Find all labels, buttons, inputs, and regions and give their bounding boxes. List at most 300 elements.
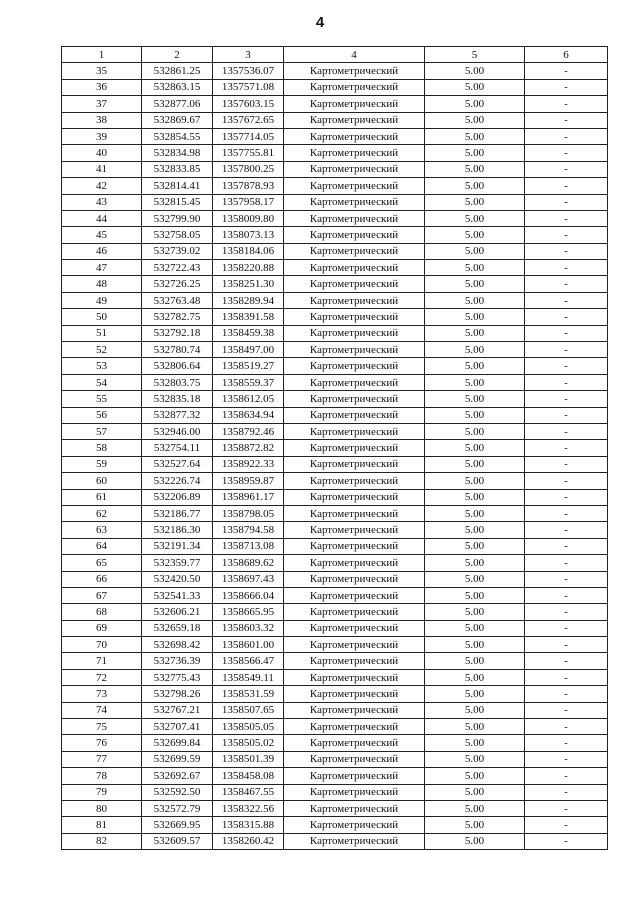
column-header: 6 (525, 47, 608, 63)
table-cell: 1358612.05 (213, 391, 284, 407)
table-cell: 532609.57 (142, 833, 213, 849)
table-cell: Картометрический (284, 473, 425, 489)
table-row (62, 391, 608, 407)
table-cell: Картометрический (284, 456, 425, 472)
column-header: 2 (142, 47, 213, 63)
table-cell: 532835.18 (142, 391, 213, 407)
table-row (62, 128, 608, 144)
table-cell: 56 (62, 407, 142, 423)
table-cell: 532767.21 (142, 702, 213, 718)
table-cell: 532861.25 (142, 63, 213, 79)
table-cell: - (525, 112, 608, 128)
table-cell: 532763.48 (142, 292, 213, 308)
table-cell: 5.00 (425, 473, 525, 489)
table-cell: 532833.85 (142, 161, 213, 177)
table-cell: 5.00 (425, 194, 525, 210)
table-cell: 532707.41 (142, 719, 213, 735)
table-cell: 1358505.02 (213, 735, 284, 751)
table-cell: 1358505.05 (213, 719, 284, 735)
table-row (62, 587, 608, 603)
table-cell: 5.00 (425, 456, 525, 472)
table-cell: 53 (62, 358, 142, 374)
table-row (62, 112, 608, 128)
table-cell: 1358961.17 (213, 489, 284, 505)
table-cell: 67 (62, 587, 142, 603)
table-cell: 37 (62, 96, 142, 112)
column-header: 5 (425, 47, 525, 63)
table-cell: 42 (62, 178, 142, 194)
table-cell: 69 (62, 620, 142, 636)
table-cell: Картометрический (284, 653, 425, 669)
table-row (62, 309, 608, 325)
table-cell: 1358549.11 (213, 669, 284, 685)
table-cell: 1357878.93 (213, 178, 284, 194)
table-cell: - (525, 620, 608, 636)
table-cell: 46 (62, 243, 142, 259)
table-cell: 5.00 (425, 768, 525, 784)
table-row (62, 358, 608, 374)
table-cell: 54 (62, 374, 142, 390)
table-cell: 5.00 (425, 522, 525, 538)
table-cell: - (525, 505, 608, 521)
table-row (62, 604, 608, 620)
table-cell: 532780.74 (142, 342, 213, 358)
table-row (62, 243, 608, 259)
table-cell: 5.00 (425, 620, 525, 636)
table-cell: - (525, 719, 608, 735)
table-cell: 5.00 (425, 686, 525, 702)
table-cell: 1358566.47 (213, 653, 284, 669)
table-cell: 1358322.56 (213, 800, 284, 816)
table-cell: 532659.18 (142, 620, 213, 636)
table-cell: 1358798.05 (213, 505, 284, 521)
table-cell: - (525, 817, 608, 833)
table-row (62, 784, 608, 800)
table-cell: 532359.77 (142, 555, 213, 571)
table-cell: 59 (62, 456, 142, 472)
table-cell: 5.00 (425, 702, 525, 718)
table-cell: 1358519.27 (213, 358, 284, 374)
table-cell: 532877.32 (142, 407, 213, 423)
table-cell: Картометрический (284, 178, 425, 194)
table-cell: 532854.55 (142, 128, 213, 144)
table-cell: Картометрический (284, 194, 425, 210)
table-cell: 79 (62, 784, 142, 800)
table-cell: 5.00 (425, 817, 525, 833)
table-cell: Картометрический (284, 112, 425, 128)
table-cell: 532191.34 (142, 538, 213, 554)
table-cell: 82 (62, 833, 142, 849)
table-cell: 1358922.33 (213, 456, 284, 472)
table-cell: 532775.43 (142, 669, 213, 685)
table-cell: - (525, 161, 608, 177)
table-row (62, 374, 608, 390)
table-cell: Картометрический (284, 243, 425, 259)
table-cell: 5.00 (425, 505, 525, 521)
table-cell: 35 (62, 63, 142, 79)
table-cell: 5.00 (425, 669, 525, 685)
table-cell: 532527.64 (142, 456, 213, 472)
table-cell: 71 (62, 653, 142, 669)
table-cell: Картометрический (284, 817, 425, 833)
table-cell: 49 (62, 292, 142, 308)
table-cell: 1358459.38 (213, 325, 284, 341)
table-cell: 1358507.65 (213, 702, 284, 718)
table-row (62, 292, 608, 308)
table-cell: 5.00 (425, 210, 525, 226)
table-cell: 1357800.25 (213, 161, 284, 177)
table-cell: 81 (62, 817, 142, 833)
table-cell: Картометрический (284, 735, 425, 751)
table-cell: - (525, 423, 608, 439)
table-row (62, 423, 608, 439)
table-cell: Картометрический (284, 505, 425, 521)
table-cell: 5.00 (425, 784, 525, 800)
table-cell: Картометрический (284, 358, 425, 374)
table-cell: Картометрический (284, 522, 425, 538)
table-cell: 532420.50 (142, 571, 213, 587)
table-cell: Картометрический (284, 702, 425, 718)
table-cell: 44 (62, 210, 142, 226)
table-cell: 5.00 (425, 555, 525, 571)
table-cell: 5.00 (425, 309, 525, 325)
table-row (62, 79, 608, 95)
table-cell: 5.00 (425, 227, 525, 243)
table-cell: - (525, 555, 608, 571)
table-cell: - (525, 227, 608, 243)
table-cell: Картометрический (284, 800, 425, 816)
table-cell: 532692.67 (142, 768, 213, 784)
table-row (62, 686, 608, 702)
table-cell: 5.00 (425, 833, 525, 849)
table-cell: 1358603.32 (213, 620, 284, 636)
table-cell: - (525, 210, 608, 226)
table-cell: 5.00 (425, 751, 525, 767)
table-cell: 1357755.81 (213, 145, 284, 161)
table-row (62, 620, 608, 636)
table-cell: 5.00 (425, 489, 525, 505)
table-cell: - (525, 342, 608, 358)
table-cell: 5.00 (425, 391, 525, 407)
table-cell: 5.00 (425, 112, 525, 128)
table-cell: 532792.18 (142, 325, 213, 341)
table-cell: 532698.42 (142, 637, 213, 653)
table-cell: Картометрический (284, 538, 425, 554)
table-header (62, 47, 608, 63)
table-cell: 61 (62, 489, 142, 505)
table-cell: - (525, 751, 608, 767)
table-row (62, 800, 608, 816)
table-row (62, 325, 608, 341)
table-row (62, 768, 608, 784)
table-cell: 532803.75 (142, 374, 213, 390)
table-cell: 1358872.82 (213, 440, 284, 456)
table-cell: - (525, 489, 608, 505)
table-cell: 1357536.07 (213, 63, 284, 79)
table-cell: 5.00 (425, 276, 525, 292)
table-cell: - (525, 456, 608, 472)
table-cell: Картометрический (284, 489, 425, 505)
coordinates-table (61, 46, 608, 850)
table-row (62, 260, 608, 276)
table-cell: 65 (62, 555, 142, 571)
table-cell: 1358497.00 (213, 342, 284, 358)
table-cell: 52 (62, 342, 142, 358)
table-cell: 532798.26 (142, 686, 213, 702)
table-cell: 1358794.58 (213, 522, 284, 538)
table-cell: 1358559.37 (213, 374, 284, 390)
table-row (62, 456, 608, 472)
table-cell: 532877.06 (142, 96, 213, 112)
table-cell: 58 (62, 440, 142, 456)
table-row (62, 342, 608, 358)
table-cell: 74 (62, 702, 142, 718)
table-cell: - (525, 669, 608, 685)
table-cell: 532799.90 (142, 210, 213, 226)
table-cell: 64 (62, 538, 142, 554)
table-cell: 38 (62, 112, 142, 128)
table-cell: 5.00 (425, 178, 525, 194)
table-row (62, 719, 608, 735)
table-cell: Картометрический (284, 342, 425, 358)
table-row (62, 833, 608, 849)
table-cell: 1358009.80 (213, 210, 284, 226)
table-cell: - (525, 358, 608, 374)
table-cell: - (525, 292, 608, 308)
table-row (62, 522, 608, 538)
table-cell: 532726.25 (142, 276, 213, 292)
table-cell: Картометрический (284, 292, 425, 308)
table-row (62, 702, 608, 718)
table-cell: Картометрический (284, 79, 425, 95)
table-cell: 5.00 (425, 653, 525, 669)
table-cell: - (525, 800, 608, 816)
table-cell: 532206.89 (142, 489, 213, 505)
table-cell: 62 (62, 505, 142, 521)
page-number: 4 (315, 14, 325, 31)
table-row (62, 505, 608, 521)
table-cell: - (525, 391, 608, 407)
table-cell: 5.00 (425, 243, 525, 259)
table-cell: 532754.11 (142, 440, 213, 456)
table-cell: 532736.39 (142, 653, 213, 669)
table-cell: Картометрический (284, 751, 425, 767)
table-cell: - (525, 440, 608, 456)
table-cell: Картометрический (284, 407, 425, 423)
table-cell: 532815.45 (142, 194, 213, 210)
table-cell: 78 (62, 768, 142, 784)
table-cell: 1358315.88 (213, 817, 284, 833)
table-cell: 1358713.08 (213, 538, 284, 554)
table-cell: - (525, 128, 608, 144)
table-cell: 5.00 (425, 374, 525, 390)
table-cell: 1358959.87 (213, 473, 284, 489)
table-cell: 1358601.00 (213, 637, 284, 653)
table-row (62, 407, 608, 423)
table-cell: 532834.98 (142, 145, 213, 161)
table-cell: 5.00 (425, 604, 525, 620)
table-cell: 1358289.94 (213, 292, 284, 308)
table-cell: 5.00 (425, 358, 525, 374)
table-cell: - (525, 571, 608, 587)
column-header: 3 (213, 47, 284, 63)
table-cell: - (525, 309, 608, 325)
table-cell: 55 (62, 391, 142, 407)
table-cell: 5.00 (425, 128, 525, 144)
table-row (62, 194, 608, 210)
table-cell: 532699.59 (142, 751, 213, 767)
table-cell: Картометрический (284, 768, 425, 784)
table-cell: Картометрический (284, 374, 425, 390)
table-cell: 532722.43 (142, 260, 213, 276)
table-cell: 532806.64 (142, 358, 213, 374)
table-row (62, 63, 608, 79)
table-cell: - (525, 79, 608, 95)
table-cell: 5.00 (425, 161, 525, 177)
table-cell: Картометрический (284, 161, 425, 177)
table-cell: 39 (62, 128, 142, 144)
table-row (62, 440, 608, 456)
table-cell: - (525, 768, 608, 784)
table-cell: 5.00 (425, 719, 525, 735)
table-cell: - (525, 96, 608, 112)
table-cell: Картометрический (284, 555, 425, 571)
table-cell: 5.00 (425, 440, 525, 456)
table-cell: 532782.75 (142, 309, 213, 325)
table-cell: 5.00 (425, 79, 525, 95)
table-row (62, 555, 608, 571)
table-cell: 5.00 (425, 735, 525, 751)
table-cell: Картометрический (284, 440, 425, 456)
table-cell: 1357603.15 (213, 96, 284, 112)
table-cell: - (525, 243, 608, 259)
table-cell: Картометрический (284, 620, 425, 636)
table-cell: - (525, 653, 608, 669)
table-cell: 41 (62, 161, 142, 177)
table-cell: Картометрический (284, 637, 425, 653)
table-cell: 1357672.65 (213, 112, 284, 128)
table-cell: 1357958.17 (213, 194, 284, 210)
table-cell: - (525, 145, 608, 161)
table-row (62, 227, 608, 243)
table-row (62, 96, 608, 112)
table-cell: - (525, 637, 608, 653)
table-cell: 70 (62, 637, 142, 653)
table-cell: 532592.50 (142, 784, 213, 800)
table-cell: 63 (62, 522, 142, 538)
table-cell: - (525, 784, 608, 800)
table-row (62, 473, 608, 489)
table-row (62, 669, 608, 685)
table-cell: 5.00 (425, 637, 525, 653)
table-row (62, 817, 608, 833)
table-row (62, 653, 608, 669)
table-cell: 5.00 (425, 145, 525, 161)
table-cell: 5.00 (425, 587, 525, 603)
table-cell: Картометрический (284, 833, 425, 849)
table-cell: 72 (62, 669, 142, 685)
table-cell: Картометрический (284, 63, 425, 79)
table-cell: - (525, 63, 608, 79)
table-cell: Картометрический (284, 719, 425, 735)
table-cell: 5.00 (425, 260, 525, 276)
column-header: 4 (284, 47, 425, 63)
table-cell: 532669.95 (142, 817, 213, 833)
table-row (62, 571, 608, 587)
table-cell: - (525, 407, 608, 423)
table-cell: 532869.67 (142, 112, 213, 128)
table-row (62, 751, 608, 767)
table-cell: 532814.41 (142, 178, 213, 194)
table-cell: 1358697.43 (213, 571, 284, 587)
table-cell: 1358792.46 (213, 423, 284, 439)
table-cell: 1357714.05 (213, 128, 284, 144)
table-cell: - (525, 604, 608, 620)
table-cell: - (525, 702, 608, 718)
table-cell: 532572.79 (142, 800, 213, 816)
table-cell: Картометрический (284, 128, 425, 144)
table-cell: 1358073.13 (213, 227, 284, 243)
table-cell: 1358634.94 (213, 407, 284, 423)
table-cell: 60 (62, 473, 142, 489)
table-cell: 68 (62, 604, 142, 620)
table-cell: 73 (62, 686, 142, 702)
table-cell: 1358666.04 (213, 587, 284, 603)
table-cell: - (525, 194, 608, 210)
table-cell: 5.00 (425, 292, 525, 308)
table-cell: 532226.74 (142, 473, 213, 489)
table-cell: 80 (62, 800, 142, 816)
table-cell: 1358251.30 (213, 276, 284, 292)
table-body (62, 63, 608, 850)
table-cell: Картометрический (284, 391, 425, 407)
table-cell: 75 (62, 719, 142, 735)
table-cell: Картометрический (284, 571, 425, 587)
table-row (62, 161, 608, 177)
table-cell: Картометрический (284, 587, 425, 603)
table-cell: - (525, 178, 608, 194)
table-row (62, 276, 608, 292)
table-cell: 40 (62, 145, 142, 161)
table-cell: - (525, 473, 608, 489)
table-cell: 77 (62, 751, 142, 767)
table-cell: 66 (62, 571, 142, 587)
table-cell: Картометрический (284, 96, 425, 112)
table-cell: 5.00 (425, 342, 525, 358)
table-cell: 48 (62, 276, 142, 292)
table-cell: 532863.15 (142, 79, 213, 95)
table-cell: - (525, 686, 608, 702)
table-cell: Картометрический (284, 210, 425, 226)
table-cell: Картометрический (284, 145, 425, 161)
table-cell: 5.00 (425, 96, 525, 112)
table-cell: 5.00 (425, 800, 525, 816)
table-cell: 532699.84 (142, 735, 213, 751)
table-cell: 532186.30 (142, 522, 213, 538)
table-cell: - (525, 276, 608, 292)
table-cell: Картометрический (284, 686, 425, 702)
table-cell: 1357571.08 (213, 79, 284, 95)
table-cell: Картометрический (284, 604, 425, 620)
table-cell: - (525, 374, 608, 390)
table-cell: 47 (62, 260, 142, 276)
table-cell: 1358665.95 (213, 604, 284, 620)
table-cell: 5.00 (425, 325, 525, 341)
table-cell: 1358467.55 (213, 784, 284, 800)
column-header: 1 (62, 47, 142, 63)
table-cell: 1358689.62 (213, 555, 284, 571)
table-cell: 5.00 (425, 538, 525, 554)
